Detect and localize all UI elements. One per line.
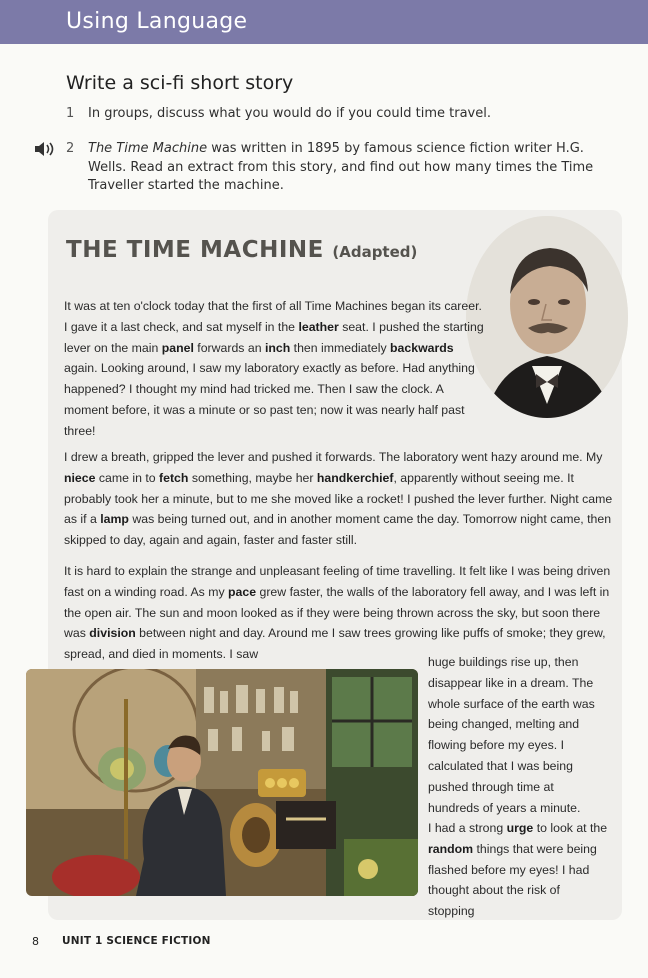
story-text: to look at the [533, 821, 608, 835]
vocab-word: urge [506, 821, 534, 835]
vocab-word: backwards [390, 340, 454, 355]
author-portrait [466, 216, 628, 418]
story-text: It was at ten o'clock today that the first of all Time Machines began its career. I gave it a last check, and sat myself in the [64, 299, 482, 334]
film-still-image [26, 669, 418, 896]
unit-label: UNIT 1 SCIENCE FICTION [62, 935, 211, 947]
book-title: The Time Machine [88, 141, 208, 156]
story-text: I had a strong [428, 821, 507, 835]
story-paragraph-3 [64, 561, 624, 665]
story-title-main: THE TIME MACHINE [66, 237, 324, 263]
vocab-word: handkerchief [316, 470, 394, 485]
question-2 [66, 140, 626, 196]
story-paragraph-5 [428, 818, 608, 922]
story-text: grew faster, the walls of the laboratory fell away, and I was left in the open air. The sun and moon looked as if they were being thrown across the sky, but soon there was [64, 584, 610, 641]
question-text [88, 140, 626, 196]
story-title-subtitle: (Adapted) [332, 243, 418, 261]
question-number: 1 [66, 106, 75, 121]
story-text: was being turned out, and in another moment came the day. Tomorrow night came, then skipped to day, again and again, faster and faster still. [64, 512, 612, 548]
story-text: things that were being flashed before my eyes! I had thought about the risk of stopping [428, 841, 597, 919]
unit-banner [0, 0, 648, 44]
story-text: seat. I pushed the starting lever on the main [64, 319, 484, 355]
question-number: 2 [66, 141, 75, 156]
vocab-word: division [89, 626, 136, 641]
story-text: forwards an [193, 340, 265, 355]
story-paragraph-4 [428, 652, 608, 818]
story-text: I drew a breath, gripped the lever and pushed it forwards. The laboratory went hazy around me. My [64, 450, 603, 464]
story-text: then immediately [290, 340, 391, 355]
story-text: , apparently without seeing me. It probably took her a minute, but to me she moved like a rocket! I pushed the lever further. Night came as if a [64, 470, 613, 527]
story-text: came in to [95, 470, 160, 485]
question-body: was written in 1895 by famous science fiction writer H.G. Wells. Read an extract from this story, and find out how many times the Time Traveller started the machine. [88, 141, 594, 193]
question-text: In groups, discuss what you would do if you could time travel. [88, 106, 491, 121]
speaker-icon[interactable] [34, 141, 56, 157]
vocab-word: random [428, 841, 474, 856]
story-text: It is hard to explain the strange and unpleasant feeling of time travelling. It felt like I was being driven fast on a winding road. As my [64, 564, 611, 599]
section-title: Write a sci-fi short story [66, 72, 294, 94]
vocab-word: lamp [100, 512, 129, 527]
story-paragraph-1 [64, 296, 484, 442]
story-text: between night and day. Around me I saw trees growing like puffs of smoke; they grew, spread, and died in moments. I saw [64, 626, 606, 662]
vocab-word: pace [228, 584, 257, 599]
vocab-word: leather [298, 319, 339, 334]
vocab-word: inch [264, 340, 291, 355]
story-paragraph-2 [64, 447, 624, 551]
vocab-word: panel [161, 340, 194, 355]
story-title [66, 237, 417, 263]
story-text: again. Looking around, I saw my laboratory exactly as before. Had anything happened? I thought my mind had tricked me. Then I saw the clock. A moment before, it was a minute or so past ten; now it was nearly half past three! [64, 361, 475, 438]
vocab-word: niece [64, 470, 96, 485]
question-1 [66, 105, 626, 124]
story-text: something, maybe her [188, 470, 317, 485]
page-number: 8 [32, 935, 39, 948]
story-text: huge buildings rise up, then disappear like in a dream. The whole surface of the earth was being changed, melting and flowing before my eyes. I calculated that I was being pushed through time at hundreds of years a minute. [428, 655, 595, 815]
banner-title: Using Language [66, 9, 248, 34]
vocab-word: fetch [159, 470, 189, 485]
